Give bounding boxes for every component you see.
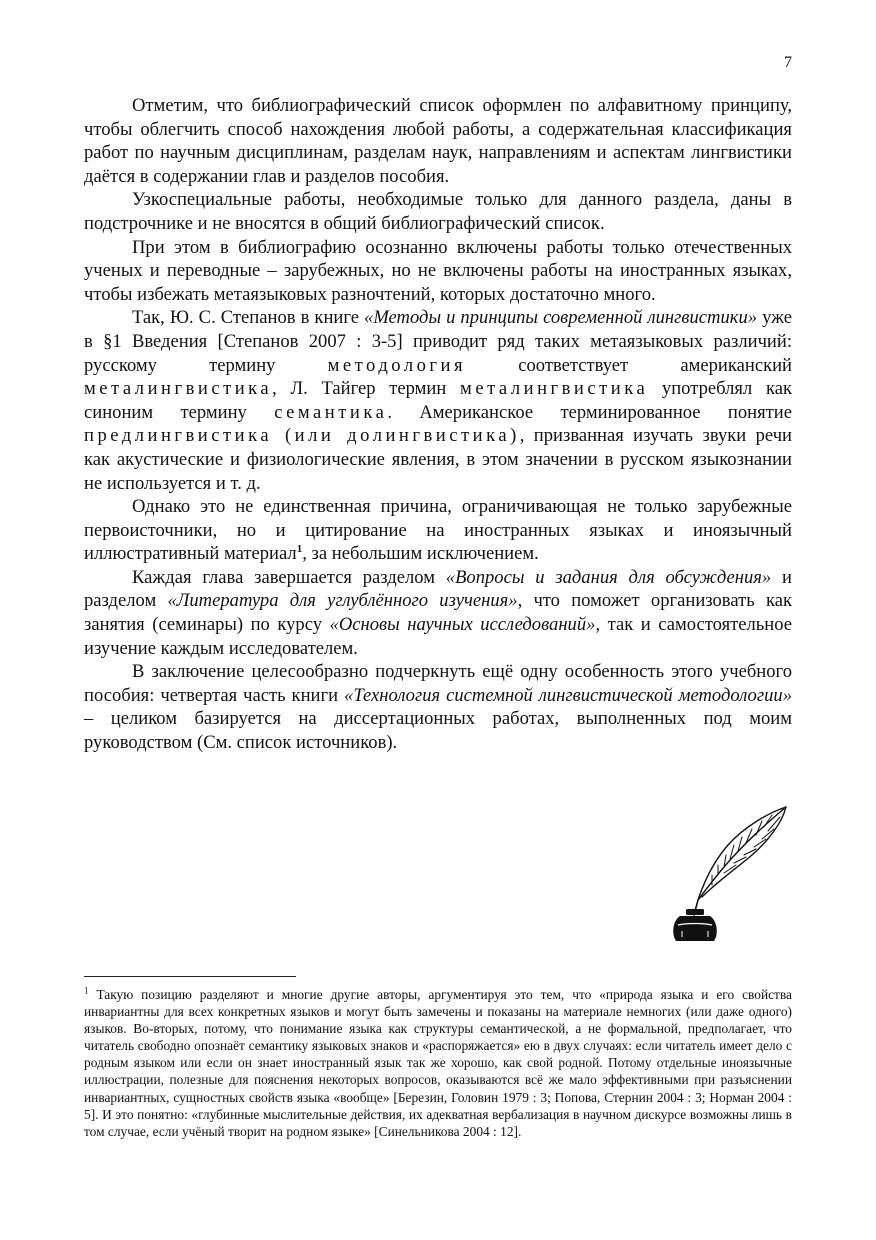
page-number: 7	[784, 54, 792, 71]
spaced-term: методология	[327, 354, 467, 376]
book-title: «Методы и принципы современной лингвистики»	[364, 307, 758, 329]
spaced-term: металингвистика	[460, 378, 649, 400]
paragraph: Узкоспециальные работы, необходимые только для данного раздела, даны в подстрочнике и не вносятся в общий библиографический список.	[84, 189, 792, 234]
footnote-divider	[84, 976, 296, 977]
footnote-marker: 1	[84, 985, 89, 996]
paragraph	[84, 495, 792, 566]
text-run: уже в §1 Введения [Степанов 2007 : 3-5] приводит ряд таких метаязыковых различий: русскому термину	[84, 307, 792, 376]
section-title: «Литература для углублённого изучения»	[167, 590, 518, 612]
text-run: , что поможет организовать как занятия (семинары) по курсу	[84, 590, 792, 636]
text-run: , Л. Тайгер термин	[272, 378, 461, 400]
paragraph	[84, 566, 792, 660]
text-run: соответствует американский	[466, 354, 793, 376]
text-run: употреблял как синоним термину	[84, 378, 792, 423]
text-run: Однако это не единственная причина, ограничивающая не только зарубежные первоисточники, но и цитирование на иностранных языках и иноязычный иллюстративный материал	[84, 496, 792, 565]
paragraph	[84, 306, 792, 495]
text-run: – целиком базируется на диссертационных работах, выполненных под моим руководством (См. список источников).	[84, 708, 792, 754]
paragraph	[84, 660, 792, 754]
text-run: , так и самостоятельное изучение каждым исследователем.	[84, 614, 792, 659]
text-run: Каждая глава завершается разделом	[132, 566, 446, 588]
paragraph: При этом в библиографию осознанно включены работы только отечественных ученых и переводные – зарубежных, но не включены работы на иностранных языках, чтобы избежать метаязыковых разночтений, которых достаточно много.	[84, 236, 792, 305]
text-run: , призванная изучать звуки речи как акустические и физиологические явления, в этом значении в русском языкознании не используется и т. д.	[84, 425, 792, 494]
main-text	[84, 94, 792, 755]
text-run: , за небольшим исключением.	[302, 543, 539, 565]
text-run: . Американское терминированное понятие	[387, 401, 792, 423]
footnote	[84, 986, 792, 1140]
spaced-term: предлингвистика (или долингвистика)	[84, 425, 520, 447]
section-title: «Вопросы и задания для обсуждения»	[445, 566, 772, 588]
footnote-reference[interactable]: 1	[296, 543, 303, 556]
quill-and-inkwell-icon	[672, 805, 792, 945]
footnote-text: Такую позицию разделяют и многие другие авторы, аргументируя это тем, что «природа языка и его свойства инвариантны для всех конкретных языков и могут быть замечены и показаны на материале немногих (или даже одного) языков. Во-вторых, потому, что понимание языка как структуры семантической, а не формальной, предполагает, что читатель свободно опознаёт семантику языковых знаков и «распоряжается» ею в двух случаях: если читатель имеет дело с родным языком или если он знает иностранный язык так же хорошо, как свой родной. Потому отдельные иноязычные иллюстрации, полезные для пояснения некоторых вопросов, оказываются всё же мало эффективными при разъяснении инвариантных, сущностных свойств языка «вообще» [Березин, Головин 1979 : 3; Попова, Стернин 2004 : 3; Норман 2004 : 5]. И это понятно: «глубинные мыслительные действия, их адекватная вербализация в научном дискурсе возможны лишь в том случае, если учёный творит на родном языке» [Синельникова 2004 : 12].	[84, 987, 792, 1139]
text-run: В заключение целесообразно подчеркнуть ещё одну особенность этого учебного пособия: четвертая часть книги	[84, 661, 792, 706]
paragraph: Отметим, что библиографический список оформлен по алфавитному принципу, чтобы облегчить способ нахождения любой работы, а содержательная классификация работ по научным дисциплинам, разделам наук, направлениям и аспектам лингвистики даётся в содержании глав и разделов пособия.	[84, 95, 792, 187]
spaced-term: семантика	[274, 401, 388, 423]
course-title: «Основы научных исследований»	[329, 614, 596, 636]
spaced-term: металингвистика	[84, 378, 273, 400]
text-run: и разделом	[84, 566, 792, 612]
text-run: Так, Ю. С. Степанов в книге	[132, 307, 365, 329]
part-title: «Технология системной лингвистической методологии»	[344, 684, 792, 706]
